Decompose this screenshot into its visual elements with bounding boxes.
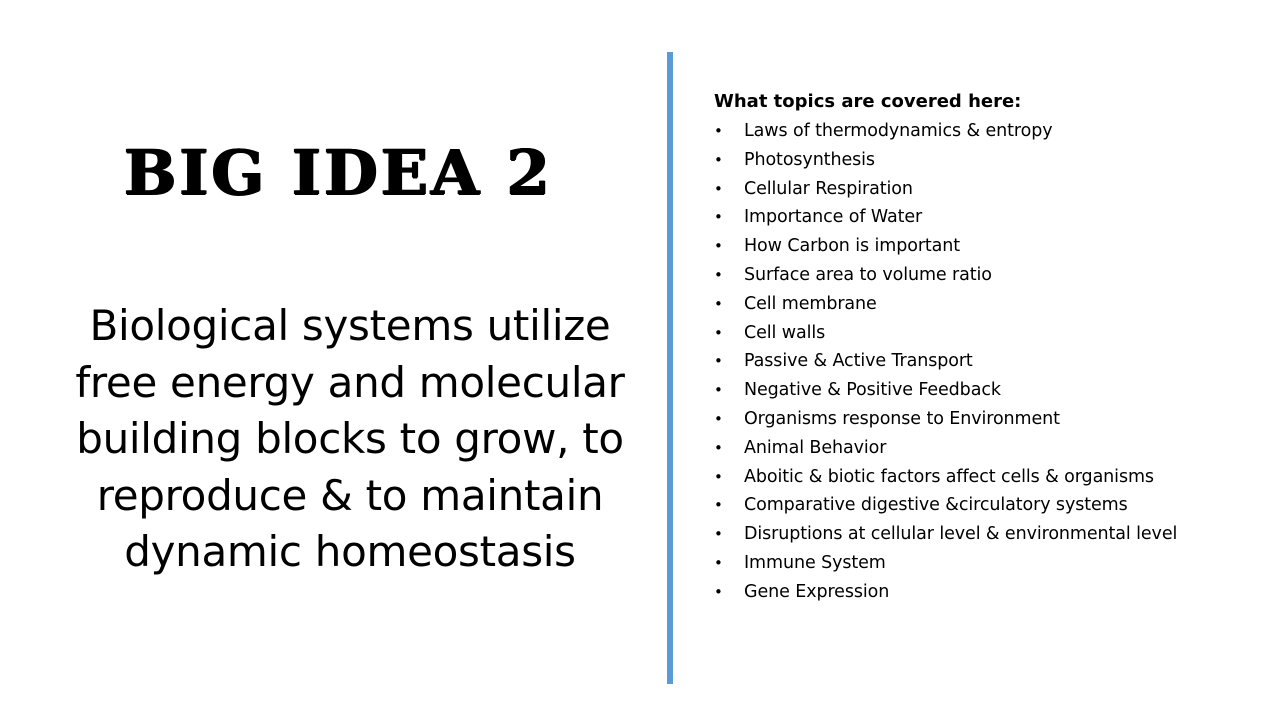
topic-item <box>714 549 1274 578</box>
topic-label: Cellular Respiration <box>744 178 913 199</box>
bullet-icon: • <box>714 179 723 198</box>
bullet-icon: • <box>714 409 723 428</box>
bullet-icon: • <box>714 553 723 572</box>
topics-section <box>714 90 1274 607</box>
bullet-icon: • <box>714 438 723 457</box>
topic-label: Cell membrane <box>744 293 877 314</box>
topic-item <box>714 405 1274 434</box>
bullet-icon: • <box>714 150 723 169</box>
topic-label: Immune System <box>744 552 886 573</box>
slide-subtitle: Biological systems utilize free energy and molecular building blocks to grow, to reproduce & to maintain dynamic homeostasis <box>75 301 625 576</box>
topic-item <box>714 117 1274 146</box>
topic-label: Photosynthesis <box>744 149 875 170</box>
bullet-icon: • <box>714 208 723 227</box>
bullet-icon: • <box>714 237 723 256</box>
topic-item <box>714 463 1274 492</box>
bullet-icon: • <box>714 467 723 486</box>
topics-heading: What topics are covered here: <box>714 91 1022 112</box>
topic-item <box>714 578 1274 607</box>
bullet-icon: • <box>714 381 723 400</box>
topic-label: Passive & Active Transport <box>744 351 973 372</box>
topic-item <box>714 261 1274 290</box>
topic-label: Cell walls <box>744 322 826 343</box>
topic-item <box>714 146 1274 175</box>
bullet-icon: • <box>714 496 723 515</box>
topic-list <box>714 117 1274 607</box>
topic-label: Surface area to volume ratio <box>744 264 992 285</box>
topic-label: Aboitic & biotic factors affect cells & organisms <box>744 466 1154 487</box>
bullet-icon: • <box>714 352 723 371</box>
topic-item <box>714 520 1274 549</box>
topic-item <box>714 290 1274 319</box>
bullet-icon: • <box>714 122 723 140</box>
topic-label: Animal Behavior <box>744 437 887 458</box>
topic-item <box>714 347 1274 376</box>
vertical-divider <box>667 52 673 684</box>
topic-item <box>714 203 1274 232</box>
topic-label: Negative & Positive Feedback <box>744 380 1001 401</box>
topic-item <box>714 319 1274 348</box>
slide-title: BIG IDEA 2 <box>124 136 553 209</box>
topic-item <box>714 491 1274 520</box>
topic-item <box>714 376 1274 405</box>
bullet-icon: • <box>714 294 723 313</box>
bullet-icon: • <box>714 265 723 284</box>
topic-label: Importance of Water <box>744 207 923 228</box>
bullet-icon: • <box>714 323 723 342</box>
topic-label: Disruptions at cellular level & environmental level <box>744 524 1178 545</box>
topic-label: Gene Expression <box>744 581 890 602</box>
bullet-icon: • <box>714 582 723 601</box>
topic-item <box>714 232 1274 261</box>
bullet-icon: • <box>714 525 723 544</box>
topic-label: How Carbon is important <box>744 236 961 257</box>
topic-item <box>714 175 1274 204</box>
topic-label: Comparative digestive &circulatory systems <box>744 495 1128 516</box>
topic-label: Organisms response to Environment <box>744 408 1060 429</box>
topic-item <box>714 434 1274 463</box>
topic-label: Laws of thermodynamics & entropy <box>744 121 1053 141</box>
